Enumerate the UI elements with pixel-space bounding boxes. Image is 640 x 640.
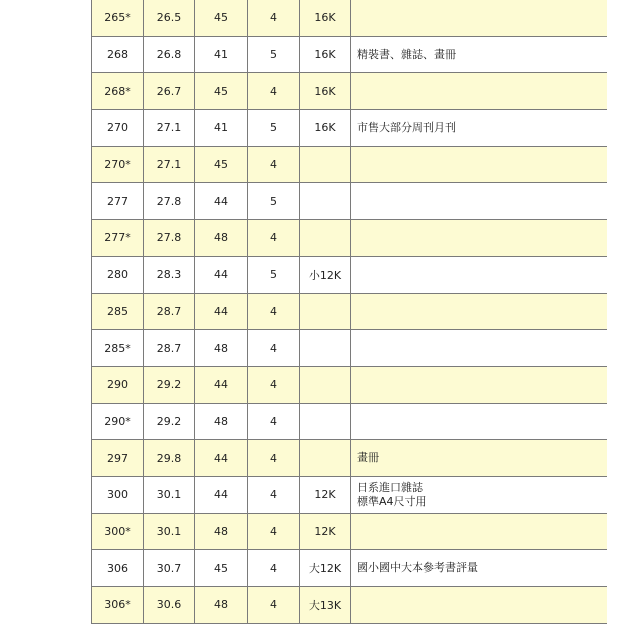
table-cell-col-1: 306 [92, 550, 144, 587]
table-cell-col-5 [300, 330, 351, 367]
table-body [92, 0, 608, 623]
table-cell-col-5 [300, 440, 351, 477]
table-cell-col-5: 大13K [300, 587, 351, 624]
table-cell-col-1: 290* [92, 403, 144, 440]
note-line: 國小國中大本參考書評量 [357, 561, 478, 575]
table-cell-col-5: 大12K [300, 550, 351, 587]
table-cell-notes [351, 110, 608, 147]
table-cell-notes [351, 366, 608, 403]
table-cell-col-1: 270 [92, 110, 144, 147]
note-line: 精裝書、雜誌、畫冊 [357, 47, 456, 61]
table-cell-notes [351, 587, 608, 624]
table-row [92, 403, 608, 440]
table-cell-col-1: 268 [92, 36, 144, 73]
table-row [92, 440, 608, 477]
table-cell-col-4: 4 [248, 513, 300, 550]
table-cell-col-3: 41 [195, 110, 248, 147]
table-cell-col-1: 290 [92, 366, 144, 403]
table-cell-col-1: 300* [92, 513, 144, 550]
table-cell-col-4: 4 [248, 403, 300, 440]
document-page [91, 0, 607, 640]
table-cell-col-3: 48 [195, 587, 248, 624]
table-cell-col-2: 26.7 [144, 73, 195, 110]
table-row [92, 36, 608, 73]
table-cell-col-5 [300, 220, 351, 257]
table-cell-col-3: 45 [195, 550, 248, 587]
table-row [92, 73, 608, 110]
table-cell-col-5: 16K [300, 0, 351, 36]
table-cell-col-4: 4 [248, 293, 300, 330]
table-cell-col-4: 4 [248, 366, 300, 403]
table-cell-notes [351, 330, 608, 367]
table-cell-col-3: 44 [195, 183, 248, 220]
table-cell-col-3: 44 [195, 293, 248, 330]
table-cell-col-5 [300, 146, 351, 183]
table-cell-col-3: 48 [195, 403, 248, 440]
table-row [92, 550, 608, 587]
table-cell-notes [351, 440, 608, 477]
table-cell-col-4: 4 [248, 440, 300, 477]
table-cell-col-3: 44 [195, 256, 248, 293]
table-row [92, 256, 608, 293]
table-row [92, 330, 608, 367]
table-cell-col-2: 29.2 [144, 403, 195, 440]
table-row [92, 146, 608, 183]
table-cell-col-3: 41 [195, 36, 248, 73]
table-cell-notes [351, 220, 608, 257]
table-cell-col-1: 277 [92, 183, 144, 220]
table-cell-col-5 [300, 403, 351, 440]
table-cell-col-4: 4 [248, 73, 300, 110]
table-cell-col-1: 277* [92, 220, 144, 257]
table-cell-col-2: 28.3 [144, 256, 195, 293]
table-cell-notes [351, 403, 608, 440]
table-cell-col-2: 30.1 [144, 513, 195, 550]
table-cell-col-3: 45 [195, 0, 248, 36]
table-cell-col-2: 30.1 [144, 476, 195, 513]
note-line: 市售大部分周刊月刊 [357, 120, 456, 134]
table-cell-col-5: 12K [300, 513, 351, 550]
table-cell-notes [351, 36, 608, 73]
table-cell-col-4: 5 [248, 256, 300, 293]
table-cell-col-1: 265* [92, 0, 144, 36]
table-cell-col-1: 297 [92, 440, 144, 477]
table-row [92, 220, 608, 257]
table-cell-notes [351, 476, 608, 513]
table-cell-col-2: 28.7 [144, 293, 195, 330]
table-cell-col-3: 45 [195, 73, 248, 110]
table-cell-notes [351, 513, 608, 550]
table-row [92, 366, 608, 403]
table-cell-col-1: 280 [92, 256, 144, 293]
table-row [92, 110, 608, 147]
size-spec-table [91, 0, 607, 624]
table-row [92, 513, 608, 550]
table-row [92, 0, 608, 36]
note-line: 日系進口雜誌 [357, 480, 423, 494]
table-cell-col-2: 30.6 [144, 587, 195, 624]
table-cell-col-4: 4 [248, 146, 300, 183]
table-row [92, 183, 608, 220]
table-cell-col-2: 27.1 [144, 146, 195, 183]
table-row [92, 587, 608, 624]
table-cell-col-4: 4 [248, 0, 300, 36]
table-cell-col-2: 27.1 [144, 110, 195, 147]
table-cell-col-1: 285* [92, 330, 144, 367]
table-cell-col-4: 5 [248, 183, 300, 220]
table-cell-col-1: 285 [92, 293, 144, 330]
note-line: 畫冊 [357, 451, 379, 465]
table-cell-notes [351, 146, 608, 183]
table-cell-col-1: 306* [92, 587, 144, 624]
table-cell-col-3: 48 [195, 513, 248, 550]
table-cell-col-4: 4 [248, 587, 300, 624]
table-cell-col-4: 4 [248, 220, 300, 257]
table-cell-col-2: 27.8 [144, 220, 195, 257]
table-cell-col-2: 27.8 [144, 183, 195, 220]
table-cell-notes [351, 550, 608, 587]
table-cell-col-3: 48 [195, 330, 248, 367]
table-cell-notes [351, 0, 608, 36]
table-row [92, 476, 608, 513]
table-cell-col-5: 16K [300, 110, 351, 147]
table-cell-col-2: 26.8 [144, 36, 195, 73]
table-cell-col-5 [300, 366, 351, 403]
table-cell-col-3: 48 [195, 220, 248, 257]
table-cell-col-2: 26.5 [144, 0, 195, 36]
table-cell-notes [351, 293, 608, 330]
table-cell-col-2: 30.7 [144, 550, 195, 587]
table-cell-col-5: 小12K [300, 256, 351, 293]
table-cell-col-1: 300 [92, 476, 144, 513]
note-line: 標準A4尺寸用 [357, 494, 427, 508]
table-cell-col-4: 4 [248, 330, 300, 367]
table-cell-col-3: 44 [195, 476, 248, 513]
table-cell-col-1: 270* [92, 146, 144, 183]
table-cell-col-4: 5 [248, 36, 300, 73]
table-cell-col-5: 16K [300, 36, 351, 73]
table-cell-col-4: 5 [248, 110, 300, 147]
table-cell-notes [351, 73, 608, 110]
table-row [92, 293, 608, 330]
table-cell-col-2: 29.2 [144, 366, 195, 403]
table-cell-col-5 [300, 293, 351, 330]
table-cell-notes [351, 256, 608, 293]
table-cell-col-4: 4 [248, 550, 300, 587]
table-cell-col-2: 29.8 [144, 440, 195, 477]
table-cell-col-2: 28.7 [144, 330, 195, 367]
table-cell-col-5: 12K [300, 476, 351, 513]
table-cell-col-4: 4 [248, 476, 300, 513]
table-cell-notes [351, 183, 608, 220]
table-cell-col-3: 44 [195, 440, 248, 477]
table-cell-col-5: 16K [300, 73, 351, 110]
table-cell-col-5 [300, 183, 351, 220]
table-cell-col-3: 44 [195, 366, 248, 403]
table-cell-col-3: 45 [195, 146, 248, 183]
table-cell-col-1: 268* [92, 73, 144, 110]
